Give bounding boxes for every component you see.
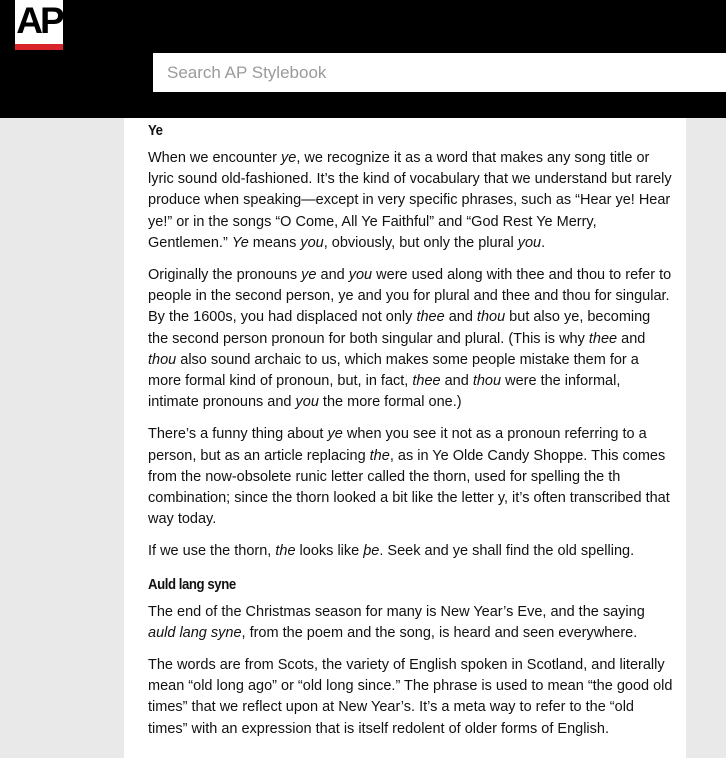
- text-run: , obviously, but only the plural: [323, 234, 518, 251]
- text-run: and: [316, 267, 349, 284]
- italic-text: ye: [281, 150, 297, 166]
- entry-body: [148, 602, 673, 740]
- text-run: when you see it not as a pronoun referring to a person, but as an article replacing: [148, 426, 647, 464]
- italic-text: auld lang syne: [148, 624, 242, 641]
- logo-red-bar: [15, 44, 63, 50]
- entry-list: [148, 120, 673, 751]
- entry-title: Auld lang syne: [148, 575, 236, 593]
- text-run: and: [440, 373, 473, 390]
- entry: [148, 120, 673, 563]
- text-run: The end of the Christmas season for many is New Year’s Eve, and the saying: [148, 603, 645, 620]
- text-run: The words are from Scots, the variety of English spoken in Scotland, and literally mean “old long ago” or “old long since.” The phrase is used to mean “the good old times” that we reflect upon at New Year’s. It’s a meta way to refer to the “old times” with an expression that is itself redolent of older forms of English.: [148, 657, 673, 737]
- italic-text: thee: [416, 309, 445, 326]
- entry-paragraph: [148, 424, 673, 530]
- entry-paragraph: [148, 541, 673, 562]
- text-run: and: [617, 330, 646, 347]
- text-run: If we use the thorn,: [148, 543, 276, 560]
- logo-text: AP: [16, 0, 62, 41]
- text-run: .: [541, 234, 546, 251]
- italic-text: thee: [412, 373, 441, 390]
- text-run: and: [444, 309, 477, 326]
- italic-text: ye: [327, 426, 343, 443]
- text-run: but also ye, becoming the second person pronoun for both singular and plural. (This is why: [148, 309, 651, 347]
- entry-paragraph: [148, 602, 673, 644]
- text-run: , as in Ye Olde Candy Shoppe. This comes from the now-obsolete runic letter called the thorn, used for spelling the th combination; since the thorn looked a bit like the letter y, it’s often transcribed that way today.: [148, 447, 670, 528]
- italic-text: the: [369, 447, 390, 464]
- text-run: There’s a funny thing about: [148, 426, 328, 443]
- entry-paragraph: [148, 655, 673, 740]
- ap-logo[interactable]: [15, 0, 63, 50]
- top-header: [0, 0, 726, 118]
- italic-text: you: [348, 267, 373, 284]
- text-run: means: [248, 234, 301, 251]
- entry-title: Ye: [148, 122, 163, 139]
- text-run: looks like: [295, 543, 364, 560]
- italic-text: you: [300, 234, 324, 251]
- italic-text: ye: [301, 267, 317, 284]
- text-run: the more formal one.): [318, 394, 462, 411]
- italic-text: you: [517, 234, 542, 251]
- text-run: Originally the pronouns: [148, 267, 302, 284]
- text-run: , from the poem and the song, is heard and seen everywhere.: [241, 624, 638, 641]
- italic-text: thee: [588, 330, 618, 347]
- text-run: , we recognize it as a word that makes any song title or lyric sound old-fashioned. It’s the kind of vocabulary that we understand but rarely produce when speaking—except in very specific phrases, such as “Hear ye! Hear ye!” or in the songs “O Come, All Ye Faithful” and “God Rest Ye Merry, Gentlemen.”: [148, 150, 672, 251]
- entry-paragraph: [148, 148, 673, 254]
- italic-text: thou: [476, 309, 506, 326]
- text-run: were used along with thee and thou to refer to people in the second person, ye and you for plural and thee and thou for singular. By the 1600s, you had displaced not only: [148, 267, 672, 326]
- italic-text: the: [275, 543, 296, 560]
- italic-text: you: [295, 394, 319, 411]
- text-run: When we encounter: [148, 150, 281, 166]
- italic-text: thou: [472, 373, 502, 390]
- entry-paragraph: [148, 265, 673, 413]
- search-input[interactable]: [153, 53, 726, 92]
- italic-text: þe: [363, 543, 380, 560]
- text-run: were the informal, intimate pronouns and: [148, 373, 621, 411]
- entry-body: [148, 148, 673, 563]
- italic-text: thou: [148, 351, 177, 368]
- text-run: also sound archaic to us, which makes some people mistake them for a more formal kind of pronoun, but, in fact,: [148, 351, 639, 390]
- italic-text: Ye: [231, 234, 249, 251]
- entry: [148, 574, 673, 740]
- text-run: . Seek and ye shall find the old spelling.: [379, 543, 635, 560]
